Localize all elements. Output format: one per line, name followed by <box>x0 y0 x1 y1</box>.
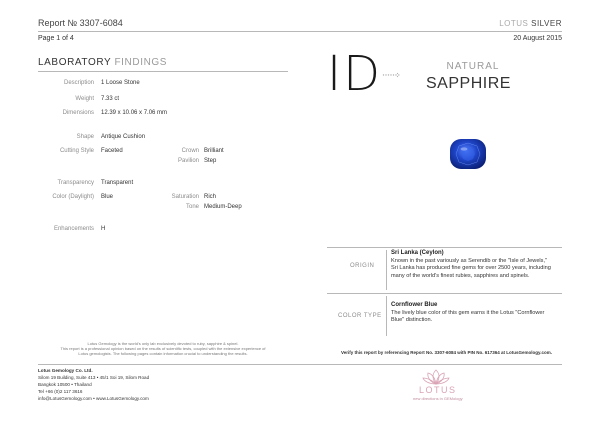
cutting-style-value: Faceted <box>101 148 123 154</box>
description-label: Description <box>63 80 94 86</box>
origin-rule <box>327 247 562 248</box>
brand-header <box>499 19 562 28</box>
sapphire-gem-image <box>449 138 487 170</box>
enhancements-value: H <box>101 226 106 232</box>
color-type-label: COLOR TYPE <box>338 313 382 319</box>
color-type-rule <box>327 293 562 294</box>
pavilion-value: Step <box>204 158 217 164</box>
address-line-1: Silom 19 Building, Suite 413 • 45/1 Soi 19, Silom Road <box>38 375 150 380</box>
natural-label: NATURAL <box>446 61 500 72</box>
brand-dark: SILVER <box>531 19 562 28</box>
web-link[interactable]: info@LotusGemology.com • www.LotusGemology.com <box>38 396 149 401</box>
disclaimer-line: Lotus gemologists. The following pages contain information crucial to understanding the results. <box>78 351 248 356</box>
color-type-heading: Cornflower Blue <box>391 302 438 308</box>
transparency-value: Transparent <box>101 180 134 186</box>
findings-title-light: FINDINGS <box>114 57 168 68</box>
disclaimer-line: Lotus Gemology is the world's only lab exclusively devoted to ruby, sapphire & spinel. <box>87 341 239 346</box>
variety-name: SAPPHIRE <box>426 75 511 92</box>
phone: Tel +66 (0)2 117 3616 <box>38 389 83 394</box>
transparency-label: Transparency <box>57 180 94 186</box>
origin-line: many of the world's finest rubies, sapphires and spinels. <box>391 272 530 279</box>
address-line-2: Bangkok 10500 • Thailand <box>38 382 92 387</box>
pavilion-label: Pavilion <box>177 158 199 164</box>
weight-value: 7.33 ct <box>101 96 120 102</box>
lotus-wordmark: LOTUS <box>419 385 457 395</box>
lotus-tagline: new directions in GEMology <box>413 396 463 401</box>
description-value: 1 Loose Stone <box>101 80 140 86</box>
saturation-label: Saturation <box>171 194 199 200</box>
disclaimer <box>38 341 288 356</box>
company-name: Lotus Gemology Co. Ltd. <box>38 368 93 373</box>
enhancements-label: Enhancements <box>53 226 94 232</box>
crown-value: Brilliant <box>204 148 224 154</box>
origin-heading: Sri Lanka (Ceylon) <box>391 250 444 256</box>
origin-line: Sri Lanka has produced fine gems for over 2500 years, including <box>391 265 551 272</box>
findings-title <box>38 57 167 68</box>
brand-light: LOTUS <box>499 19 529 28</box>
tone-value: Medium-Deep <box>204 204 242 210</box>
report-number: Report № 3307-6084 <box>38 18 123 28</box>
color-type-divider <box>386 296 387 336</box>
dimensions-value: 12.39 x 10.06 x 7.06 mm <box>101 110 168 116</box>
disclaimer-line: This report is a professional opinion based on the results of scientific tests, coupled with the extensive experience of <box>60 346 266 351</box>
color-value: Blue <box>101 194 114 200</box>
tone-label: Tone <box>185 204 199 210</box>
color-label: Color (Daylight) <box>52 194 94 200</box>
origin-divider <box>386 250 387 290</box>
saturation-value: Rich <box>204 194 217 200</box>
color-type-line: The lively blue color of this gem earns it the Lotus "Cornflower <box>391 310 545 316</box>
report-date: 20 August 2015 <box>513 35 562 42</box>
lotus-flower-icon <box>422 369 450 385</box>
id-mark: ID <box>327 46 383 102</box>
footer-rule <box>38 364 562 365</box>
origin-text <box>391 258 551 280</box>
company-address <box>38 367 149 402</box>
page-number: Page 1 of 4 <box>38 35 74 42</box>
color-type-line: Blue" distinction. <box>391 317 433 324</box>
header-rule <box>38 31 562 32</box>
color-type-text <box>391 310 544 325</box>
findings-title-bold: LABORATORY <box>38 57 112 68</box>
dimensions-label: Dimensions <box>62 110 94 116</box>
cutting-style-label: Cutting Style <box>59 148 94 154</box>
origin-line: Known in the past variously as Serendib or the "Isle of Jewels," <box>391 258 548 264</box>
findings-rule <box>38 71 288 72</box>
weight-label: Weight <box>75 96 94 102</box>
shape-label: Shape <box>76 134 94 140</box>
shape-value: Antique Cushion <box>101 134 146 140</box>
crown-label: Crown <box>181 148 199 154</box>
verify-notice: Verify this report by referencing Report No. 3307-6084 with PIN No. 617364 at LotusGemology.com. <box>341 350 552 355</box>
dotted-arrow-icon <box>382 72 402 78</box>
origin-label: ORIGIN <box>350 263 375 269</box>
